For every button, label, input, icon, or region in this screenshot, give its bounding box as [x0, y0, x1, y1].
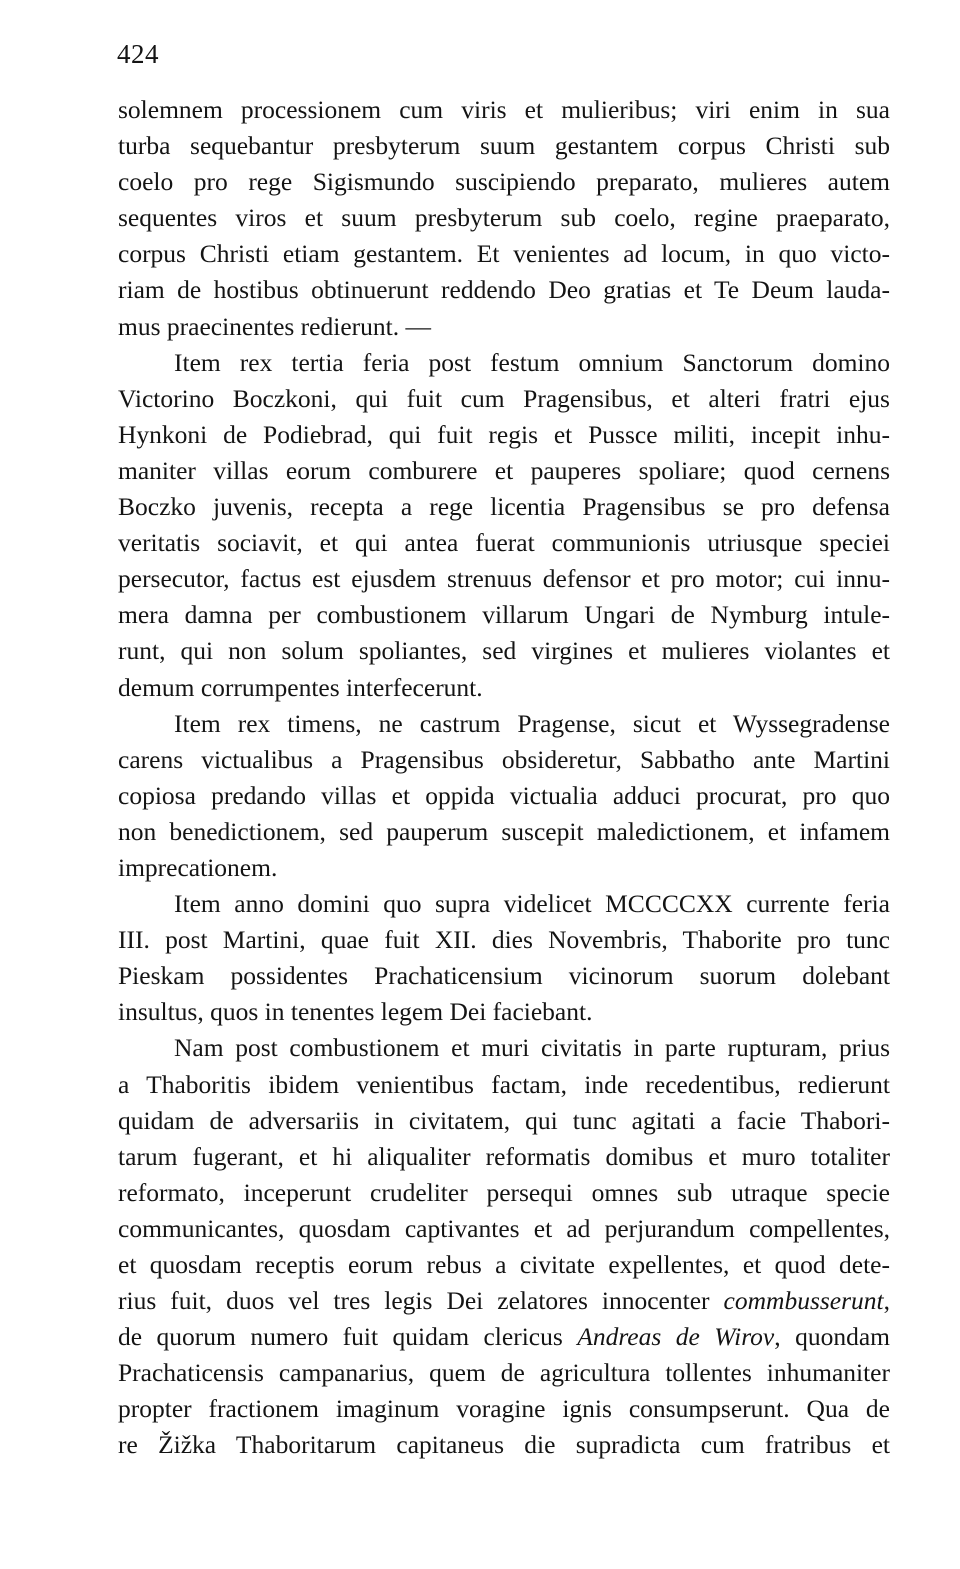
italic-text: commbusserunt: [723, 1286, 884, 1316]
text-line: Item rex timens, ne castrum Pragense, sicut et Wyssegradense: [174, 708, 890, 738]
text-line: non benedictionem, sed pauperum suscepit maledictionem, et infamem: [118, 816, 890, 846]
text-line: propter fractionem imaginum voragine ignis consumpserunt. Qua de: [118, 1394, 890, 1424]
text-line: reformato, inceperunt crudeliter persequi omnes sub utraque specie: [118, 1177, 890, 1207]
paragraph: [118, 706, 890, 886]
text-line: Victorino Boczkoni, qui fuit cum Pragensibus, et alteri fratri ejus: [118, 383, 890, 413]
text-line: Prachaticensis campanarius, quem de agricultura tollentes inhumaniter: [118, 1358, 890, 1388]
text-line: persecutor, factus est ejusdem strenuus defensor et pro motor; cui innu-: [118, 564, 890, 594]
text-line: tarum fugerant, et hi aliqualiter reformatis domibus et muro totaliter: [118, 1141, 890, 1171]
text-line: runt, qui non solum spoliantes, sed virgines et mulieres violantes et: [118, 636, 890, 666]
text-line: Nam post combustionem et muri civitatis in parte rupturam, prius: [174, 1033, 890, 1063]
text-line: coelo pro rege Sigismundo suscipiendo preparato, mulieres autem: [118, 167, 890, 197]
text-line: Hynkoni de Podiebrad, qui fuit regis et Pussce militi, incepit inhu-: [118, 419, 890, 449]
text-line: communicantes, quosdam captivantes et ad perjurandum compellentes,: [118, 1213, 890, 1243]
text-line: corpus Christi etiam gestantem. Et venientes ad locum, in quo victo-: [118, 239, 890, 269]
text-line: Item rex tertia feria post festum omnium Sanctorum domino: [174, 347, 890, 377]
text-line: copiosa predando villas et oppida victualia adduci procurat, pro quo: [118, 780, 890, 810]
text-line: III. post Martini, quae fuit XII. dies Novembris, Thaborite pro tunc: [118, 925, 890, 955]
text-line: solemnem processionem cum viris et mulieribus; viri enim in sua: [118, 95, 890, 124]
body-text: [118, 92, 890, 1464]
text-line: maniter villas eorum comburere et pauperes spoliare; quod cernens: [118, 455, 890, 485]
text-line: imprecationem.: [118, 852, 278, 882]
text-line: riam de hostibus obtinuerunt reddendo Deo gratias et Te Deum lauda-: [118, 275, 890, 305]
text-line: demum corrumpentes interfecerunt.: [118, 672, 483, 702]
italic-text: Andreas de Wirov: [577, 1322, 775, 1352]
page-number: 424: [117, 39, 159, 69]
text-line: quidam de adversariis in civitatem, qui tunc agitati a facie Thabori-: [118, 1105, 890, 1135]
text-line: turba sequebantur presbyterum suum gestantem corpus Christi sub: [118, 131, 890, 161]
paragraph: [118, 886, 890, 1030]
text-line: veritatis sociavit, et qui antea fuerat communionis utriusque speciei: [118, 528, 890, 558]
text-line: et quosdam receptis eorum rebus a civitate expellentes, et quod dete-: [118, 1250, 890, 1279]
paragraph: [118, 92, 890, 345]
text-line: Pieskam possidentes Prachaticensium vicinorum suorum dolebant: [118, 961, 890, 991]
text-line italic-line: de quorum numero fuit quidam clericus Andreas de Wirov, quondam: [118, 1322, 890, 1352]
text-line italic-line: rius fuit, duos vel tres legis Dei zelatores innocenter commbusserunt,: [118, 1286, 890, 1316]
text-line: mera damna per combustionem villarum Ungari de Nymburg intule-: [118, 600, 890, 630]
text-line: Item anno domini quo supra videlicet MCCCCXX currente feria: [174, 889, 890, 919]
text-line: insultus, quos in tenentes legem Dei faciebant.: [118, 997, 593, 1027]
text-line: sequentes viros et suum presbyterum sub coelo, regine praeparato,: [118, 203, 890, 233]
paragraph: [118, 345, 890, 706]
paragraph: [118, 1030, 890, 1463]
text-line: carens victualibus a Pragensibus obsideretur, Sabbatho ante Martini: [118, 744, 890, 774]
text-line: a Thaboritis ibidem venientibus factam, inde recedentibus, redierunt: [118, 1069, 890, 1099]
text-line: Boczko juvenis, recepta a rege licentia Pragensibus se pro defensa: [118, 492, 890, 522]
text-line: mus praecinentes redierunt. —: [118, 311, 431, 341]
text-line: re Žižka Thaboritarum capitaneus die supradicta cum fratribus et: [118, 1430, 890, 1460]
